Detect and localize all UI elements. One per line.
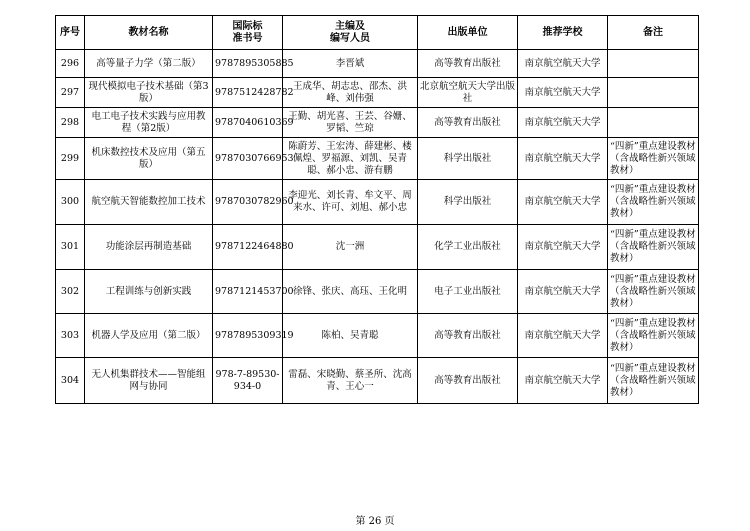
cell-col-authors: 陈蔚芳、王宏涛、薛建彬、楼佩煌、罗福源、刘凯、吴青聪、郝小忠、游有鹏 bbox=[283, 138, 418, 180]
cell-col-authors: 王成华、胡志忠、邵杰、洪峰、刘伟强 bbox=[283, 78, 418, 108]
cell-col-authors: 雷磊、宋晓勤、蔡圣所、沈高青、王心一 bbox=[283, 358, 418, 404]
table-row bbox=[56, 270, 699, 314]
cell-col-authors: 陈柏、吴青聪 bbox=[283, 314, 418, 358]
cell-col-school: 南京航空航天大学 bbox=[518, 50, 608, 78]
cell-col-school: 南京航空航天大学 bbox=[518, 314, 608, 358]
cell-col-remark bbox=[608, 108, 699, 138]
cell-col-seq: 296 bbox=[56, 50, 85, 78]
cell-col-isbn: 9787040610369 bbox=[213, 108, 283, 138]
cell-col-school: 南京航空航天大学 bbox=[518, 270, 608, 314]
cell-col-school: 南京航空航天大学 bbox=[518, 180, 608, 225]
cell-col-isbn: 9787121453700 bbox=[213, 270, 283, 314]
header-col-authors: 主编及 编写人员 bbox=[283, 16, 418, 50]
cell-col-title: 航空航天智能数控加工技术 bbox=[85, 180, 213, 225]
cell-col-publisher: 科学出版社 bbox=[418, 180, 518, 225]
cell-col-publisher: 北京航空航天大学出版社 bbox=[418, 78, 518, 108]
table-row bbox=[56, 78, 699, 108]
header-col-school: 推荐学校 bbox=[518, 16, 608, 50]
textbook-table bbox=[55, 15, 699, 404]
cell-col-publisher: 高等教育出版社 bbox=[418, 108, 518, 138]
cell-col-title: 电工电子技术实践与应用教程（第2版） bbox=[85, 108, 213, 138]
cell-col-seq: 298 bbox=[56, 108, 85, 138]
table-row bbox=[56, 314, 699, 358]
table-row bbox=[56, 138, 699, 180]
cell-col-publisher: 化学工业出版社 bbox=[418, 225, 518, 270]
header-col-title: 教材名称 bbox=[85, 16, 213, 50]
cell-col-remark bbox=[608, 50, 699, 78]
cell-col-remark: “四新”重点建设教材（含战略性新兴领域教材） bbox=[608, 225, 699, 270]
table-row bbox=[56, 225, 699, 270]
cell-col-isbn: 9787895309319 bbox=[213, 314, 283, 358]
cell-col-title: 机床数控技术及应用（第五版） bbox=[85, 138, 213, 180]
cell-col-title: 高等量子力学（第二版） bbox=[85, 50, 213, 78]
cell-col-title: 无人机集群技术——智能组网与协同 bbox=[85, 358, 213, 404]
cell-col-authors: 李晋斌 bbox=[283, 50, 418, 78]
table-header-row bbox=[56, 16, 699, 50]
cell-col-school: 南京航空航天大学 bbox=[518, 138, 608, 180]
header-col-remark: 备注 bbox=[608, 16, 699, 50]
cell-col-isbn: 978-7-89530-934-0 bbox=[213, 358, 283, 404]
cell-col-seq: 297 bbox=[56, 78, 85, 108]
cell-col-remark: “四新”重点建设教材（含战略性新兴领域教材） bbox=[608, 358, 699, 404]
cell-col-school: 南京航空航天大学 bbox=[518, 358, 608, 404]
cell-col-publisher: 高等教育出版社 bbox=[418, 314, 518, 358]
cell-col-title: 机器人学及应用（第二版） bbox=[85, 314, 213, 358]
cell-col-authors: 徐锋、张庆、高珏、王化明 bbox=[283, 270, 418, 314]
cell-col-authors: 李迎光、刘长青、牟文平、周来水、许可、刘旭、郝小忠 bbox=[283, 180, 418, 225]
table-body bbox=[56, 50, 699, 404]
cell-col-isbn: 9787030766953 bbox=[213, 138, 283, 180]
cell-col-school: 南京航空航天大学 bbox=[518, 225, 608, 270]
cell-col-remark: “四新”重点建设教材（含战略性新兴领域教材） bbox=[608, 138, 699, 180]
header-col-publisher: 出版单位 bbox=[418, 16, 518, 50]
cell-col-school: 南京航空航天大学 bbox=[518, 78, 608, 108]
cell-col-seq: 299 bbox=[56, 138, 85, 180]
table-row bbox=[56, 180, 699, 225]
cell-col-remark: “四新”重点建设教材（含战略性新兴领域教材） bbox=[608, 314, 699, 358]
cell-col-seq: 303 bbox=[56, 314, 85, 358]
cell-col-publisher: 高等教育出版社 bbox=[418, 358, 518, 404]
cell-col-authors: 沈一洲 bbox=[283, 225, 418, 270]
cell-col-title: 工程训练与创新实践 bbox=[85, 270, 213, 314]
cell-col-isbn: 9787122464880 bbox=[213, 225, 283, 270]
cell-col-publisher: 高等教育出版社 bbox=[418, 50, 518, 78]
cell-col-seq: 301 bbox=[56, 225, 85, 270]
table-row bbox=[56, 358, 699, 404]
cell-col-remark bbox=[608, 78, 699, 108]
cell-col-title: 功能涂层再制造基础 bbox=[85, 225, 213, 270]
cell-col-school: 南京航空航天大学 bbox=[518, 108, 608, 138]
page-number: 第 26 页 bbox=[355, 516, 395, 527]
cell-col-remark: “四新”重点建设教材（含战略性新兴领域教材） bbox=[608, 180, 699, 225]
cell-col-isbn: 9787895305885 bbox=[213, 50, 283, 78]
header-col-seq: 序号 bbox=[56, 16, 85, 50]
cell-col-isbn: 9787512428782 bbox=[213, 78, 283, 108]
cell-col-seq: 300 bbox=[56, 180, 85, 225]
cell-col-seq: 304 bbox=[56, 358, 85, 404]
header-col-isbn: 国际标 准书号 bbox=[213, 16, 283, 50]
cell-col-authors: 王勤、胡光喜、王芸、谷姗、罗韬、竺琼 bbox=[283, 108, 418, 138]
cell-col-isbn: 9787030782960 bbox=[213, 180, 283, 225]
cell-col-title: 现代模拟电子技术基础（第3版） bbox=[85, 78, 213, 108]
cell-col-seq: 302 bbox=[56, 270, 85, 314]
cell-col-remark: “四新”重点建设教材（含战略性新兴领域教材） bbox=[608, 270, 699, 314]
cell-col-publisher: 科学出版社 bbox=[418, 138, 518, 180]
cell-col-publisher: 电子工业出版社 bbox=[418, 270, 518, 314]
table-row bbox=[56, 50, 699, 78]
table-row bbox=[56, 108, 699, 138]
